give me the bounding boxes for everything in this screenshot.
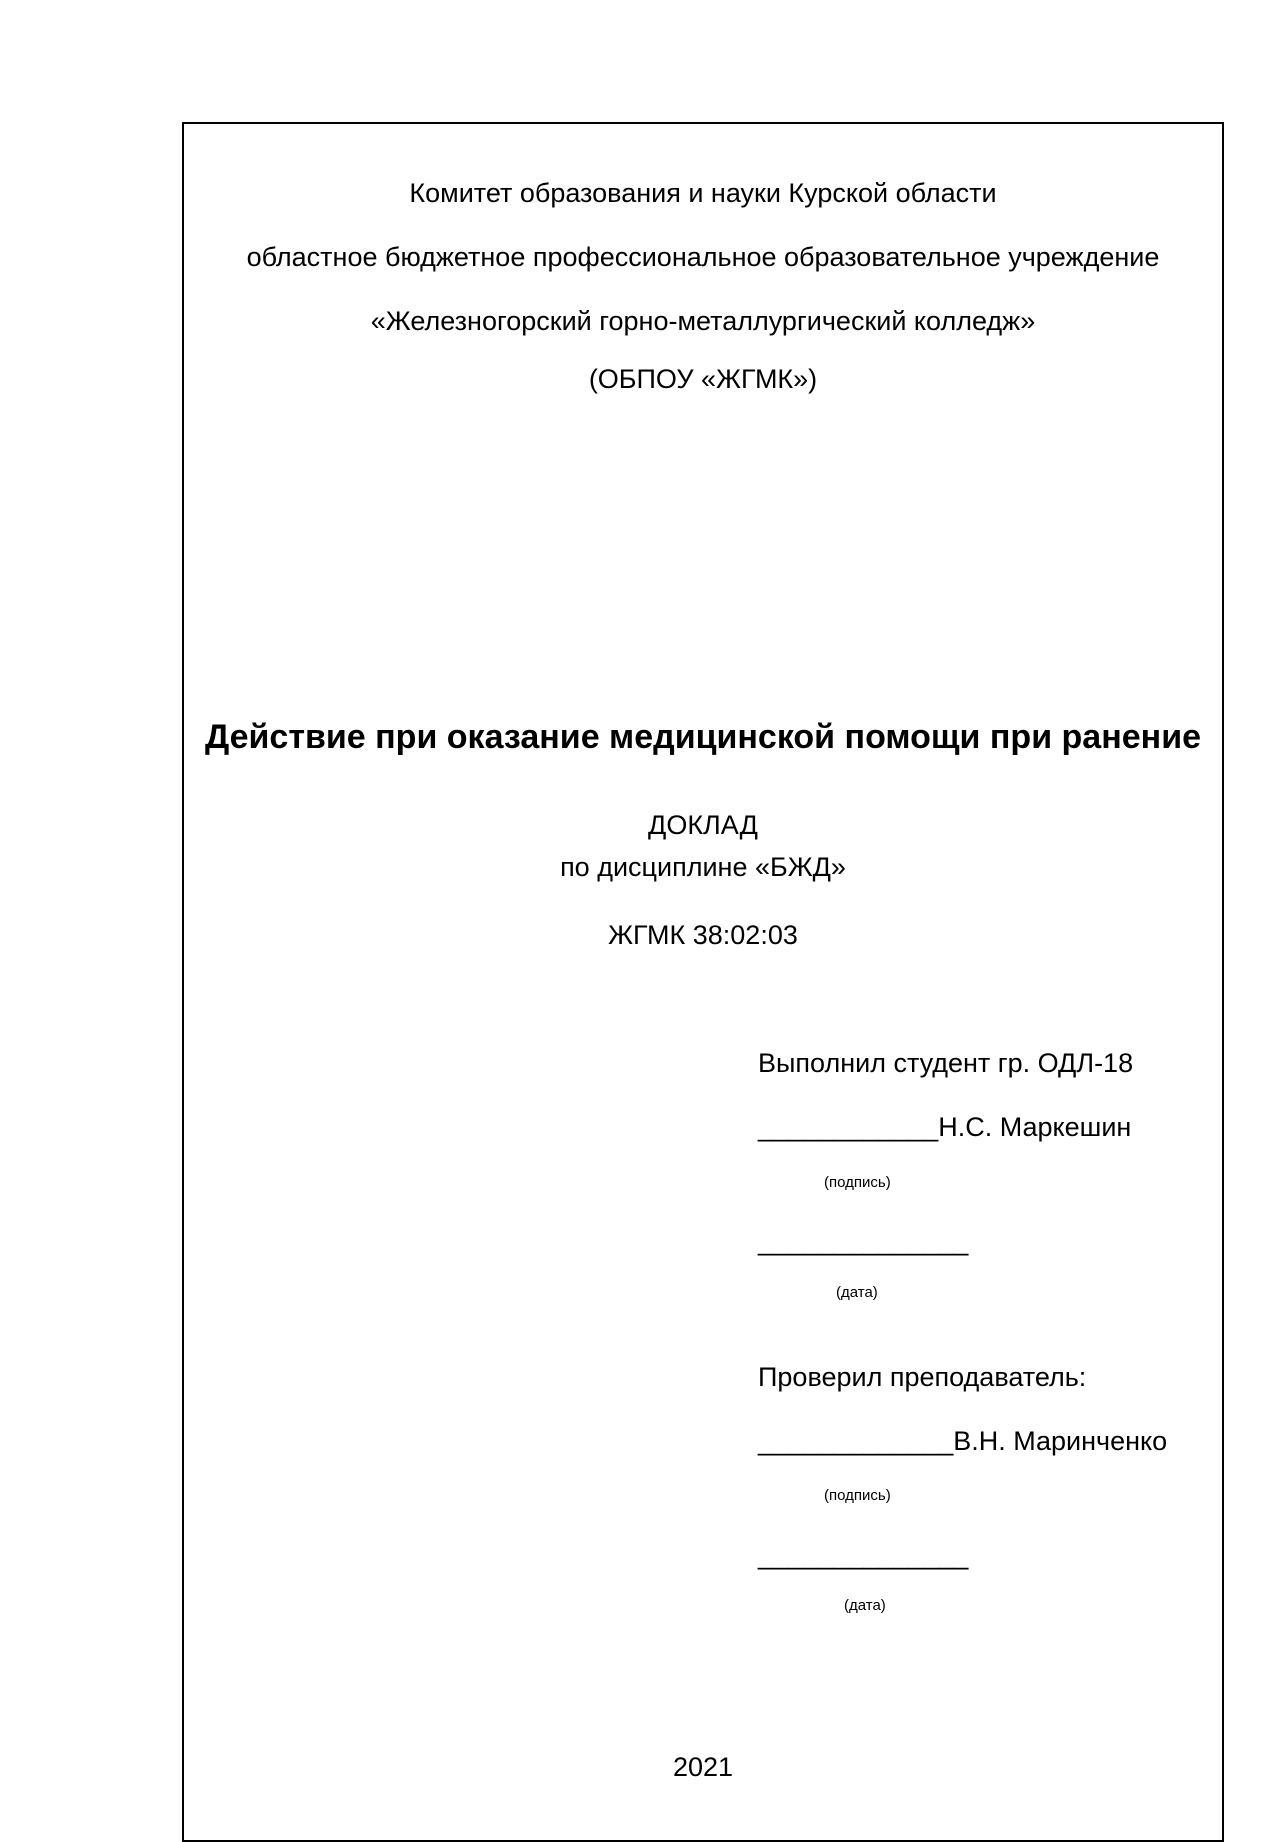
document-code: ЖГМК 38:02:03 xyxy=(608,920,798,950)
year: 2021 xyxy=(672,1752,734,1782)
college-name: «Железногорский горно-металлургический колледж» xyxy=(370,306,1036,336)
teacher-signature-caption: (подпись) xyxy=(824,1487,891,1504)
institution-name: областное бюджетное профессиональное образовательное учреждение xyxy=(246,242,1160,272)
document-type: ДОКЛАД xyxy=(648,810,758,840)
committee-name: Комитет образования и науки Курской области xyxy=(409,178,997,208)
student-label: Выполнил студент гр. ОДЛ-18 xyxy=(758,1048,1134,1078)
teacher-date-line: ______________ xyxy=(758,1540,969,1570)
student-signature-line: ____________Н.С. Маркешин xyxy=(758,1112,1132,1142)
teacher-date-caption: (дата) xyxy=(844,1597,886,1614)
document-title: Действие при оказание медицинской помощи при ранение xyxy=(204,718,1202,756)
student-date-caption: (дата) xyxy=(836,1284,878,1301)
student-signature-caption: (подпись) xyxy=(824,1174,891,1191)
teacher-label: Проверил преподаватель: xyxy=(758,1362,1087,1392)
teacher-signature-line: _____________В.Н. Маринченко xyxy=(758,1426,1168,1456)
college-abbreviation: (ОБПОУ «ЖГМК») xyxy=(588,364,818,394)
discipline: по дисциплине «БЖД» xyxy=(560,852,846,882)
student-date-line: ______________ xyxy=(758,1226,969,1256)
